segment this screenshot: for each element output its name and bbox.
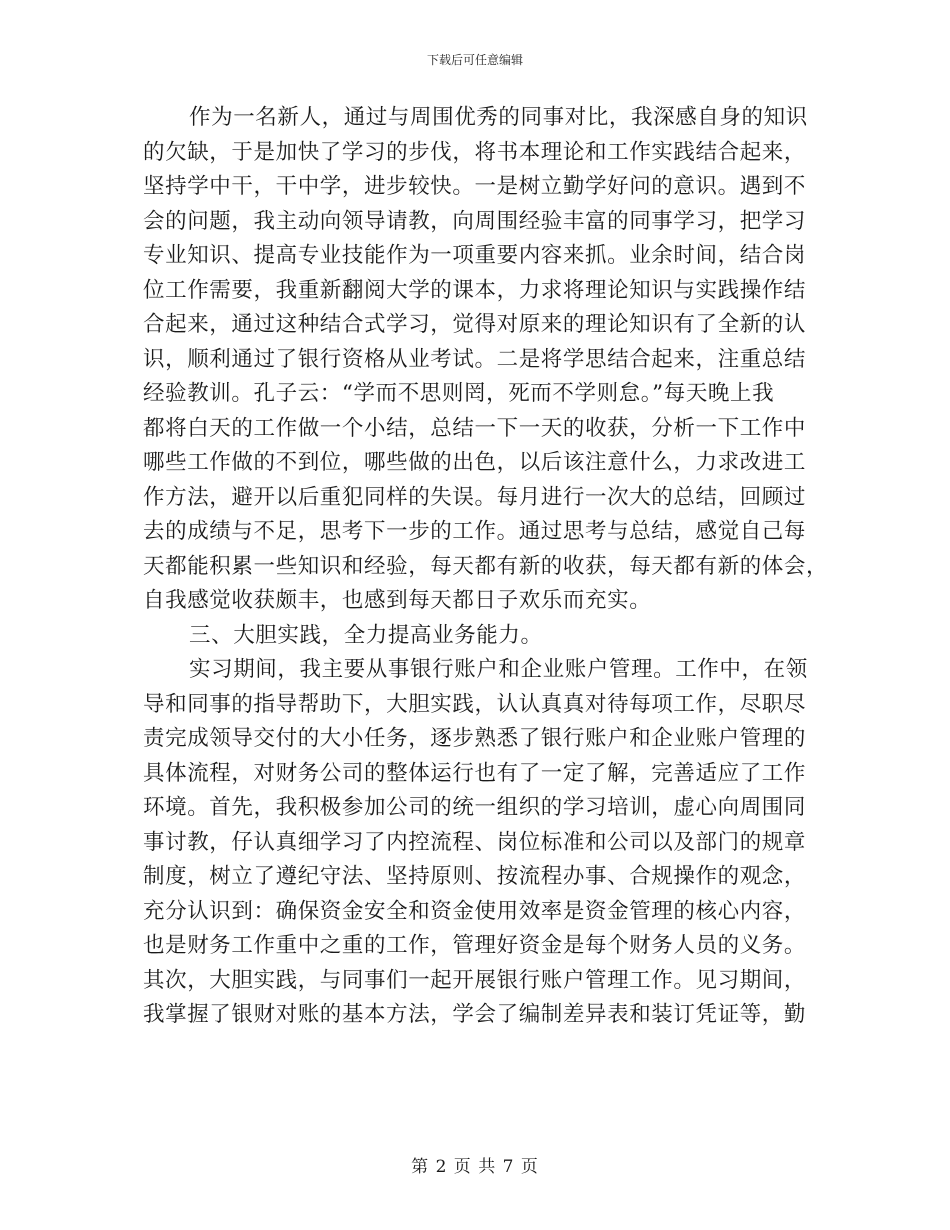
text-line: 环境。首先，我积极参加公司的统一组织的学习培训，虚心向周围同 — [143, 795, 807, 820]
text-line: 天都能积累一些知识和经验，每天都有新的收获，每天都有新的体会， — [143, 553, 829, 579]
text-line: 也是财务工作重中之重的工作，管理好资金是每个财务人员的义务。 — [143, 933, 807, 958]
text-line: 识，顺利通过了银行资格从业考试。二是将学思结合起来，注重总结 — [143, 346, 807, 372]
text-line: 去的成绩与不足，思考下一步的工作。通过思考与总结，感觉自己每 — [143, 519, 807, 544]
text-line: 经验教训。孔子云：“学而不思则罔，死而不学则怠。”每天晚上我 — [143, 381, 775, 406]
text-line: 制度，树立了遵纪守法、坚持原则、按流程办事、合规操作的观念， — [143, 864, 807, 889]
page-number-footer: 第 2 页 共 7 页 — [411, 1157, 539, 1177]
text-line: 具体流程，对财务公司的整体运行也有了一定了解，完善适应了工作 — [143, 760, 807, 786]
text-line: 实习期间，我主要从事银行账户和企业账户管理。工作中，在领 — [189, 657, 808, 682]
text-line: 坚持学中干，干中学，进步较快。一是树立勤学好问的意识。遇到不 — [143, 174, 807, 199]
text-line: 位工作需要，我重新翻阅大学的课本，力求将理论知识与实践操作结 — [143, 277, 807, 303]
text-line: 自我感觉收获颇丰，也感到每天都日子欢乐而充实。 — [143, 588, 652, 613]
text-line: 责完成领导交付的大小任务，逐步熟悉了银行账户和企业账户管理的 — [143, 726, 807, 751]
text-line: 其次，大胆实践，与同事们一起开展银行账户管理工作。见习期间， — [143, 967, 807, 993]
text-line: 都将白天的工作做一个小结，总结一下一天的收获，分析一下工作中 — [143, 415, 807, 441]
text-line: 合起来，通过这种结合式学习，觉得对原来的理论知识有了全新的认 — [143, 312, 807, 337]
text-line: 作方法，避开以后重犯同样的失误。每月进行一次大的总结，回顾过 — [143, 484, 807, 510]
page-header: 下载后可任意编辑 — [426, 53, 523, 67]
text-line: 我掌握了银财对账的基本方法，学会了编制差异表和装订凭证等，勤 — [143, 1002, 807, 1027]
section-heading: 三、大胆实践，全力提高业务能力。 — [189, 622, 543, 648]
text-line: 专业知识、提高专业技能作为一项重要内容来抓。业余时间，结合岗 — [143, 243, 807, 268]
text-line: 作为一名新人，通过与周围优秀的同事对比，我深感自身的知识 — [189, 105, 808, 130]
document-body — [143, 101, 829, 1033]
text-line: 会的问题，我主动向领导请教，向周围经验丰富的同事学习，把学习 — [143, 208, 807, 234]
text-line: 导和同事的指导帮助下，大胆实践，认认真真对待每项工作，尽职尽 — [143, 691, 807, 717]
text-line: 的欠缺，于是加快了学习的步伐，将书本理论和工作实践结合起来， — [143, 139, 807, 165]
text-line: 充分认识到：确保资金安全和资金使用效率是资金管理的核心内容， — [143, 898, 807, 924]
text-line: 哪些工作做的不到位，哪些做的出色，以后该注意什么，力求改进工 — [143, 450, 807, 475]
text-line: 事讨教，仔认真细学习了内控流程、岗位标准和公司以及部门的规章 — [143, 829, 807, 855]
